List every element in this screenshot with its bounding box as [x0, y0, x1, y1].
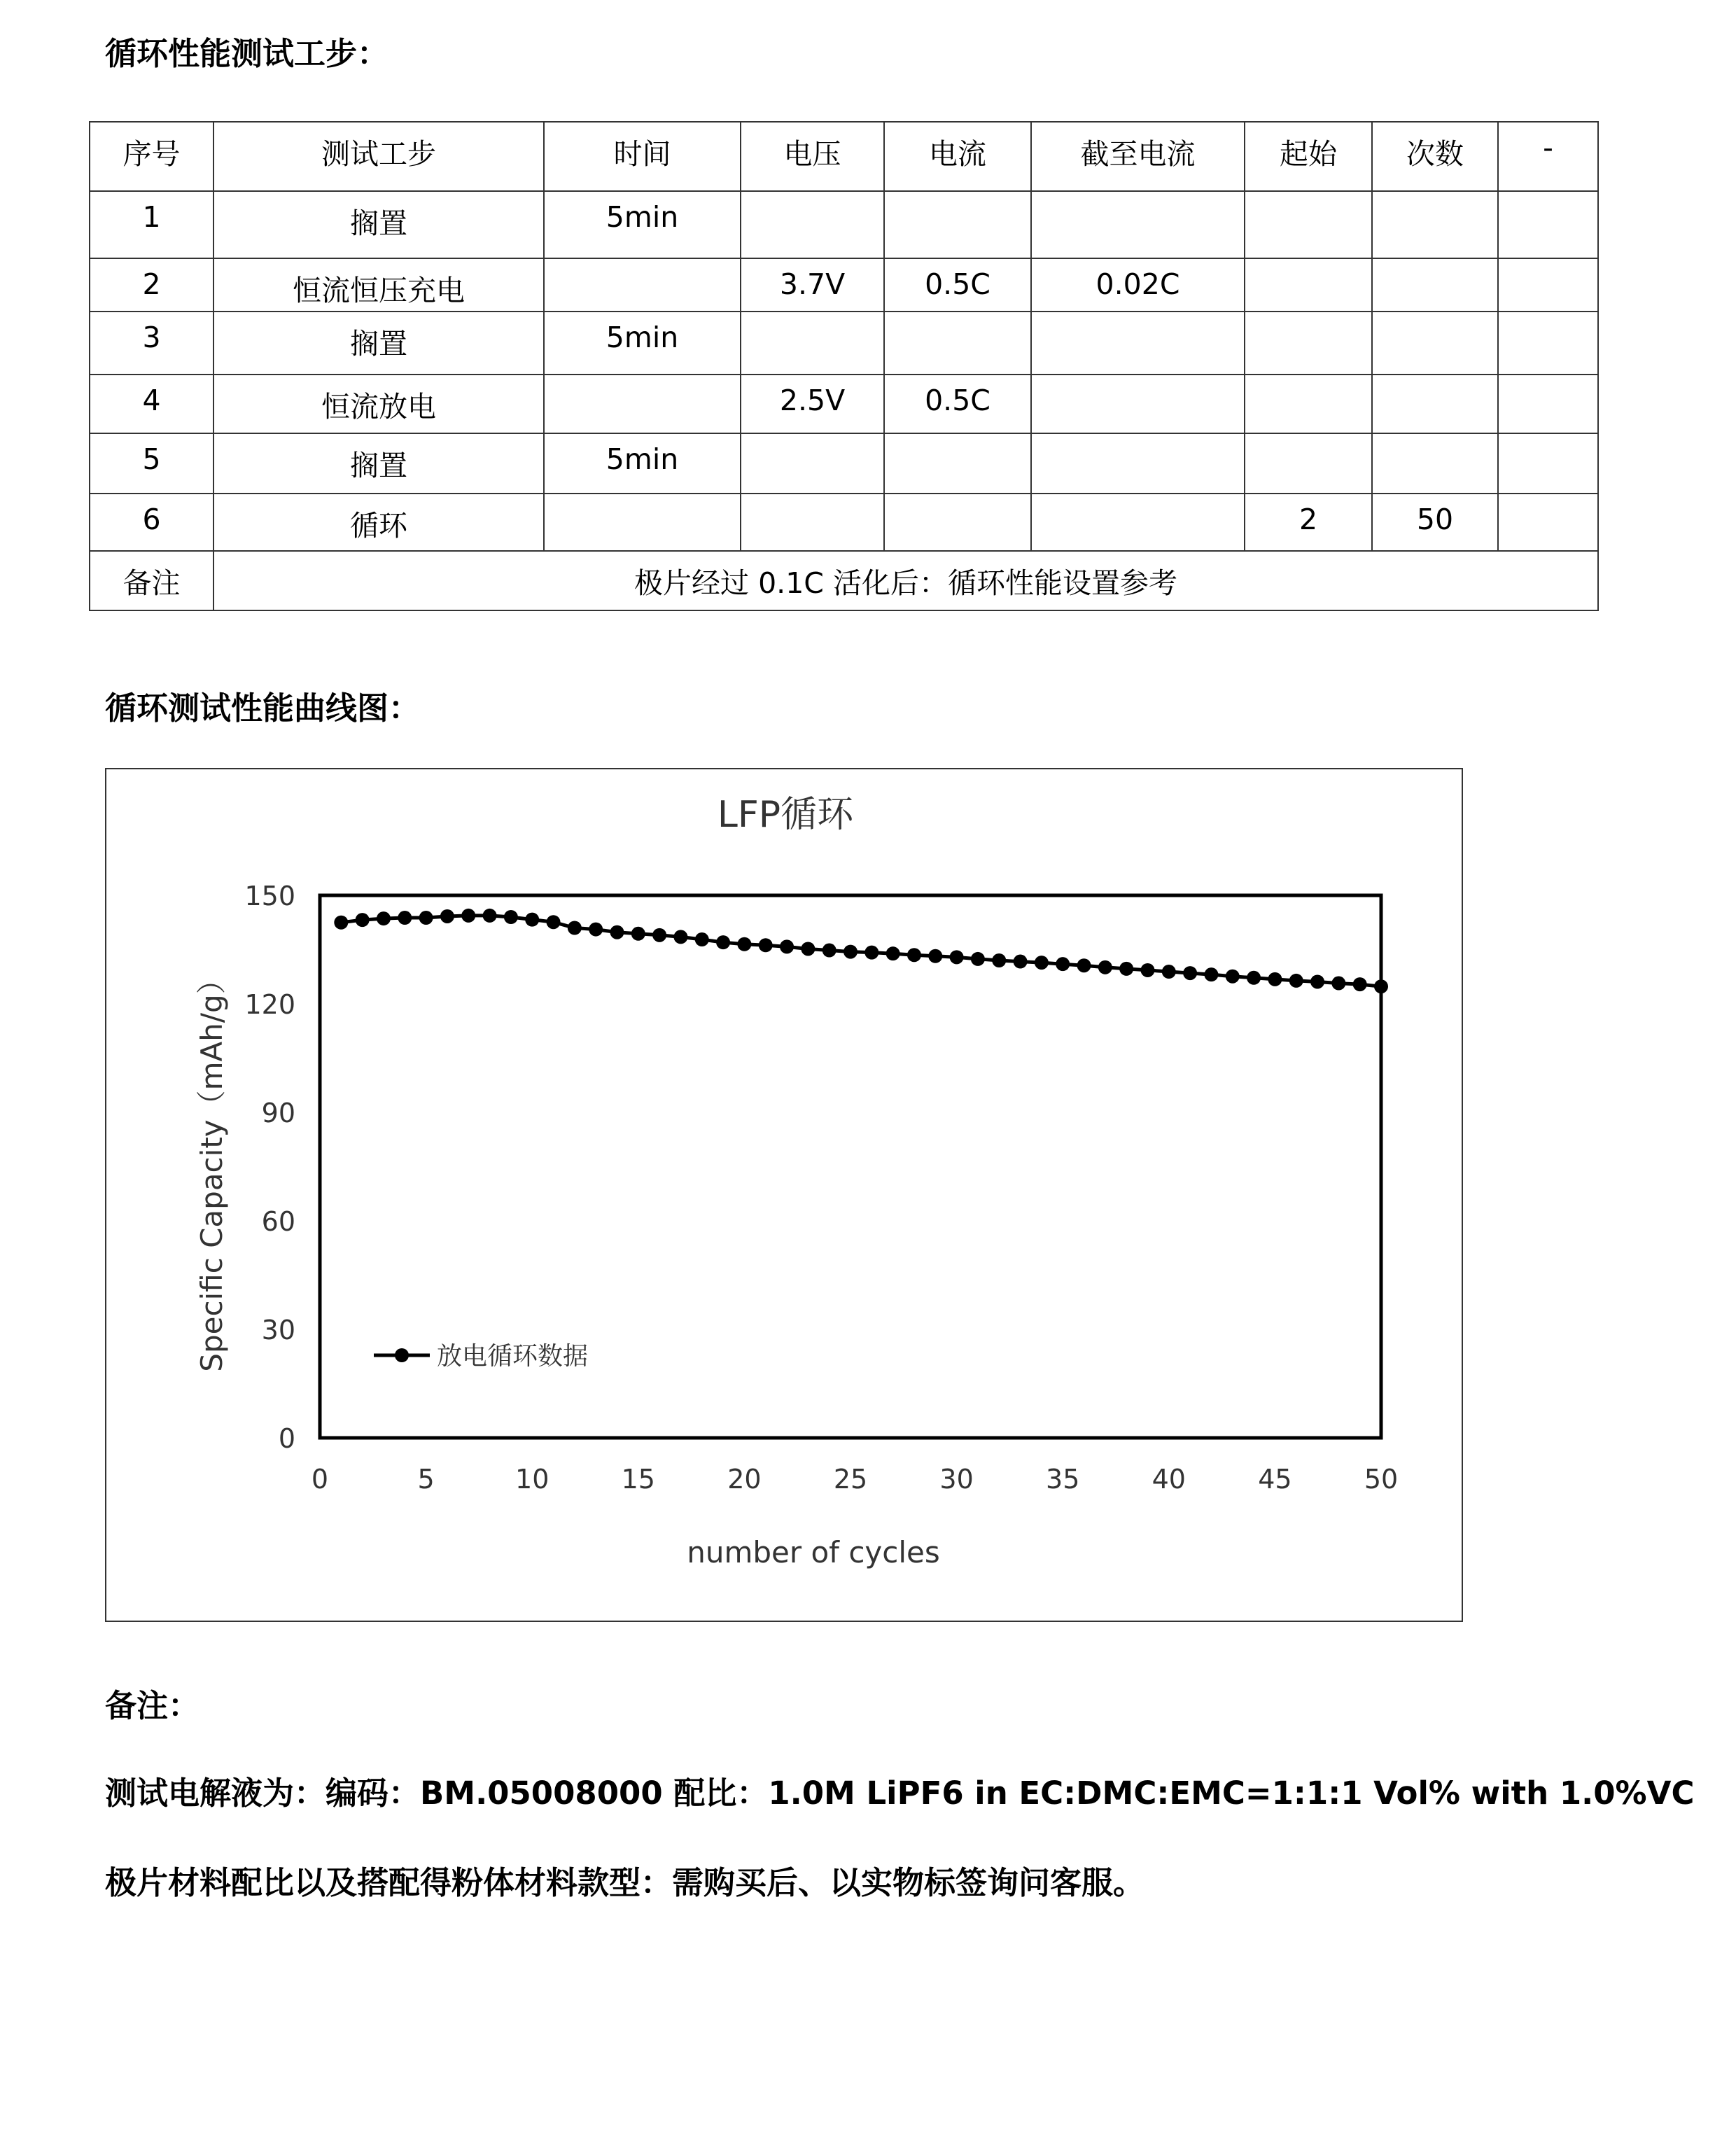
materials-note: 极片材料配比以及搭配得粉体材料款型：需购买后、以实物标签询问客服。: [105, 1864, 1145, 1901]
data-point: [907, 948, 921, 962]
electrolyte-note: 测试电解液为：编码：BM.05008000 配比：1.0M LiPF6 in EC:DMC:EMC=1:1:1 Vol% with 1.0%VC: [105, 1775, 1695, 1812]
data-point: [1226, 970, 1240, 984]
data-point: [673, 930, 687, 944]
table-cell: [1031, 191, 1245, 258]
x-tick-label: 15: [621, 1464, 655, 1495]
remark-text: 极片经过 0.1C 活化后：循环性能设置参考: [214, 551, 1598, 610]
series-line: [341, 916, 1381, 986]
x-tick-labels: [312, 1464, 1398, 1495]
table-cell: 0.5C: [884, 258, 1031, 312]
table-cell: 5min: [544, 433, 741, 494]
header-cell-index: 序号: [90, 122, 214, 191]
header-cell-start: 起始: [1245, 122, 1372, 191]
table-cell: 恒流恒压充电: [214, 258, 544, 312]
table-cell: [741, 433, 884, 494]
table-cell: [1245, 312, 1372, 375]
table-row: [90, 433, 1598, 494]
table-cell: [1372, 191, 1498, 258]
table-cell: [1031, 312, 1245, 375]
table-cell: 搁置: [214, 312, 544, 375]
remark-label: 备注: [90, 551, 214, 610]
table-cell: 0.02C: [1031, 258, 1245, 312]
data-point: [1268, 972, 1282, 986]
table-cell: [884, 312, 1031, 375]
data-point: [1289, 974, 1303, 988]
table-cell: [1372, 258, 1498, 312]
remarks-heading: 备注：: [105, 1687, 200, 1724]
test-steps-table: [89, 121, 1599, 611]
header-cell-count: 次数: [1372, 122, 1498, 191]
y-tick-label: 150: [244, 881, 295, 911]
table-cell: 4: [90, 375, 214, 433]
table-cell: 5: [90, 433, 214, 494]
data-point: [568, 921, 582, 935]
table-cell: 5min: [544, 312, 741, 375]
legend-marker: [395, 1348, 409, 1362]
data-point: [1014, 955, 1028, 969]
data-point: [822, 944, 836, 958]
data-point: [1098, 960, 1112, 974]
data-point: [589, 923, 603, 937]
table-cell: [1498, 258, 1598, 312]
table-cell: 3: [90, 312, 214, 375]
table-cell: [1372, 433, 1498, 494]
header-cell-dash: -: [1498, 122, 1598, 191]
data-point: [1353, 977, 1367, 991]
table-cell: 1: [90, 191, 214, 258]
x-tick-label: 10: [515, 1464, 550, 1495]
data-point: [377, 911, 391, 925]
data-point: [1331, 977, 1345, 991]
table-cell: [1498, 433, 1598, 494]
table-cell: [544, 258, 741, 312]
table-cell: [1031, 433, 1245, 494]
table-cell: 2: [1245, 494, 1372, 551]
legend: [374, 1342, 588, 1371]
data-point: [356, 913, 370, 927]
table-cell: 5min: [544, 191, 741, 258]
data-point: [461, 909, 475, 923]
data-point: [992, 953, 1006, 967]
data-point: [631, 927, 645, 941]
table-cell: 6: [90, 494, 214, 551]
table-row: [90, 312, 1598, 375]
table-row: [90, 494, 1598, 551]
table-cell: 0.5C: [884, 375, 1031, 433]
data-point: [1077, 958, 1091, 972]
x-tick-label: 40: [1152, 1464, 1186, 1495]
table-cell: 循环: [214, 494, 544, 551]
y-tick-label: 0: [278, 1423, 295, 1454]
data-point: [483, 909, 497, 923]
data-point: [1056, 957, 1070, 971]
data-point: [928, 949, 942, 963]
data-point: [1035, 956, 1049, 970]
cycle-chart: [106, 769, 1462, 1621]
table-row: [90, 191, 1598, 258]
table-cell: [884, 433, 1031, 494]
data-point: [652, 928, 666, 942]
data-point: [801, 942, 815, 956]
data-point: [759, 938, 773, 952]
data-point: [1119, 962, 1133, 976]
data-point: [1247, 971, 1261, 985]
data-point: [886, 946, 900, 960]
table-cell: [741, 494, 884, 551]
data-point: [440, 909, 454, 923]
table-cell: 恒流放电: [214, 375, 544, 433]
data-point: [1162, 965, 1176, 979]
data-point: [334, 916, 348, 930]
table-cell: 3.7V: [741, 258, 884, 312]
x-tick-label: 30: [939, 1464, 974, 1495]
x-tick-label: 5: [417, 1464, 435, 1495]
table-cell: [741, 191, 884, 258]
y-tick-labels: [244, 881, 295, 1454]
y-tick-label: 30: [261, 1315, 295, 1345]
test-steps-heading: 循环性能测试工步：: [105, 35, 389, 72]
y-tick-label: 90: [261, 1098, 295, 1128]
table-cell: [1245, 191, 1372, 258]
data-point: [1204, 967, 1218, 981]
data-point: [780, 939, 794, 953]
table-cell: [1031, 375, 1245, 433]
data-point: [525, 913, 539, 927]
table-cell: [1372, 312, 1498, 375]
table-cell: 搁置: [214, 191, 544, 258]
data-point: [547, 915, 561, 929]
x-tick-label: 20: [727, 1464, 762, 1495]
x-axis-label: number of cycles: [687, 1535, 940, 1569]
header-cell-step: 测试工步: [214, 122, 544, 191]
data-point: [844, 945, 858, 959]
data-point: [971, 952, 985, 966]
data-point: [737, 937, 751, 951]
table-cell: 2: [90, 258, 214, 312]
table-row: [90, 375, 1598, 433]
data-point: [1140, 963, 1154, 977]
table-cell: [1498, 494, 1598, 551]
table-cell: [1031, 494, 1245, 551]
header-cell-time: 时间: [544, 122, 741, 191]
table-cell: [1498, 375, 1598, 433]
y-tick-label: 120: [244, 989, 295, 1020]
table-row: [90, 258, 1598, 312]
data-point: [864, 946, 878, 960]
data-point: [716, 935, 730, 949]
x-tick-label: 35: [1046, 1464, 1080, 1495]
x-tick-label: 25: [833, 1464, 868, 1495]
table-cell: [741, 312, 884, 375]
y-tick-label: 60: [261, 1206, 295, 1237]
table-cell: [1498, 191, 1598, 258]
table-cell: [544, 494, 741, 551]
table-header-row: [90, 122, 1598, 191]
table-cell: 2.5V: [741, 375, 884, 433]
header-cell-voltage: 电压: [741, 122, 884, 191]
data-point: [504, 910, 518, 924]
table-cell: [544, 375, 741, 433]
curve-heading: 循环测试性能曲线图：: [105, 690, 421, 727]
table-cell: [1245, 258, 1372, 312]
chart-title: LFP循环: [717, 794, 854, 836]
table-remark-row: [90, 551, 1598, 610]
x-tick-label: 45: [1258, 1464, 1292, 1495]
data-point: [1183, 966, 1197, 980]
x-tick-label: 0: [311, 1464, 329, 1495]
y-axis-label: Specific Capacity（mAh/g）: [195, 965, 229, 1372]
legend-label: 放电循环数据: [437, 1342, 589, 1371]
chart-frame: [105, 768, 1463, 1622]
table-cell: [884, 494, 1031, 551]
table-cell: [1372, 375, 1498, 433]
table-cell: 搁置: [214, 433, 544, 494]
data-point: [1310, 974, 1324, 988]
table-cell: [1498, 312, 1598, 375]
header-cell-current: 电流: [884, 122, 1031, 191]
table-cell: [1245, 433, 1372, 494]
table-cell: [884, 191, 1031, 258]
header-cell-cutoff-current: 截至电流: [1031, 122, 1245, 191]
data-point: [610, 925, 624, 939]
data-point: [419, 911, 433, 925]
series-layer: [334, 909, 1388, 993]
x-tick-label: 50: [1364, 1464, 1399, 1495]
data-point: [950, 950, 964, 964]
data-point: [695, 932, 709, 946]
table-cell: 50: [1372, 494, 1498, 551]
table-cell: [1245, 375, 1372, 433]
data-point: [398, 911, 412, 925]
data-point: [1374, 979, 1388, 993]
